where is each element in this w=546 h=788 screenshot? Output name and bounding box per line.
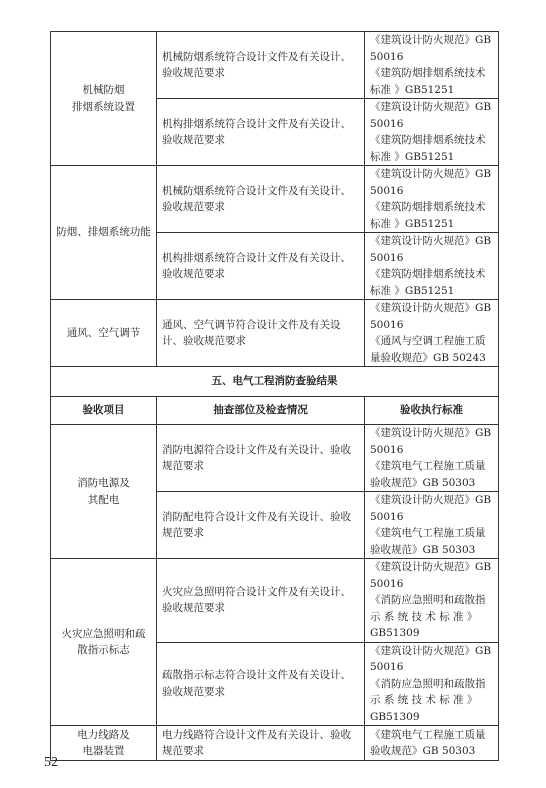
standard-text: 《消防应急照明和疏散指 — [370, 594, 486, 606]
check-cell — [157, 642, 365, 726]
check-text: 电力线路符合设计文件及有关设计、验收 — [162, 728, 351, 741]
item-text: 其配电 — [87, 493, 120, 506]
standard-text: 《建筑防烟排烟系统技术 — [370, 134, 486, 146]
item-text: 电器装置 — [82, 745, 125, 757]
standard-text: 50016 — [370, 318, 404, 331]
standard-text: 《建筑设计防火规范》GB — [370, 302, 492, 314]
standard-text: 标准 》GB51251 — [370, 284, 455, 297]
check-cell — [157, 726, 365, 761]
header-standard: 验收执行标准 — [365, 397, 499, 425]
standard-text: 验收规范》GB 50303 — [370, 543, 476, 556]
check-cell — [157, 300, 365, 367]
item-text: 电力线路及 — [77, 728, 130, 741]
check-cell — [157, 559, 365, 643]
standard-cell — [365, 425, 499, 492]
standard-cell — [365, 300, 499, 367]
standard-text: 《建筑设计防火规范》GB — [370, 101, 492, 113]
check-text: 机构排烟系统符合设计文件及有关设计、 — [162, 251, 351, 264]
standard-text: 50016 — [370, 661, 404, 673]
standard-text: 《建筑设计防火规范》GB — [370, 561, 492, 573]
header-item: 验收项目 — [51, 397, 157, 425]
item-text: 火灾应急照明和疏 — [61, 627, 146, 640]
standard-text: 验收规范》GB 50303 — [370, 476, 476, 489]
item-cell — [51, 559, 157, 726]
standard-text: 标准 》GB51251 — [370, 217, 455, 230]
standard-text: 50016 — [370, 117, 404, 130]
check-text: 规范要求 — [162, 527, 204, 539]
item-text: 散指示标志 — [77, 644, 130, 656]
standard-text: 50016 — [370, 443, 404, 456]
standard-text: 《建筑设计防火规范》GB — [370, 494, 492, 506]
acceptance-table — [50, 31, 499, 761]
item-cell — [51, 726, 157, 761]
item-cell — [51, 166, 157, 300]
standard-text: 50016 — [370, 50, 404, 63]
check-cell — [157, 425, 365, 492]
item-cell — [51, 32, 157, 166]
check-cell — [157, 233, 365, 300]
standard-text: 50016 — [370, 577, 404, 590]
standard-text: 示 系 统 技 术 标 准 》 — [370, 610, 478, 623]
standard-text: 50016 — [370, 510, 404, 523]
check-text: 消防配电符合设计文件及有关设计、验收 — [162, 510, 351, 523]
standard-text: 《建筑防烟排烟系统技术 — [370, 201, 486, 213]
standard-text: 《建筑设计防火规范》GB — [370, 168, 492, 180]
check-cell — [157, 32, 365, 99]
check-text: 验收规范要求 — [162, 268, 225, 280]
section-title: 五、电气工程消防查验结果 — [51, 367, 499, 397]
check-cell — [157, 492, 365, 559]
check-text: 机构排烟系统符合设计文件及有关设计、 — [162, 117, 351, 130]
standard-cell — [365, 32, 499, 99]
standard-text: 《建筑设计防火规范》GB — [370, 427, 492, 439]
item-text: 机械防烟 — [82, 84, 125, 96]
standard-text: GB51309 — [370, 627, 420, 639]
check-text: 机械防烟系统符合设计文件及有关设计、 — [162, 184, 351, 197]
standard-text: 示 系 统 技 术 标 准 》 — [370, 694, 478, 706]
item-text: 通风、空气调节 — [66, 326, 141, 339]
check-text: 验收规范要求 — [162, 201, 225, 213]
standard-text: 标准 》GB51251 — [370, 83, 455, 96]
check-text: 消防电源符合设计文件及有关设计、验收 — [162, 443, 351, 456]
check-text: 验收规范要求 — [162, 602, 225, 615]
standard-text: 量验收规范》GB 50243 — [370, 351, 486, 364]
check-text: 火灾应急照明符合设计文件及有关设计、 — [162, 585, 351, 598]
check-text: 规范要求 — [162, 745, 204, 757]
standard-text: 标准 》GB51251 — [370, 150, 455, 163]
check-cell — [157, 99, 365, 166]
standard-cell — [365, 492, 499, 559]
standard-cell — [365, 233, 499, 300]
standard-text: GB51309 — [370, 710, 420, 723]
standard-text: 《建筑电气工程施工质量 — [370, 728, 486, 741]
item-text: 消防电源及 — [77, 477, 130, 489]
check-text: 验收规范要求 — [162, 685, 225, 698]
check-text: 验收规范要求 — [162, 67, 225, 79]
standard-cell — [365, 99, 499, 166]
check-cell — [157, 166, 365, 233]
standard-text: 《通风与空调工程施工质 — [370, 335, 486, 347]
item-text: 排烟系统设置 — [72, 100, 135, 113]
header-check: 抽查部位及检查情况 — [157, 397, 365, 425]
standard-cell — [365, 559, 499, 643]
check-text: 机械防烟系统符合设计文件及有关设计、 — [162, 50, 351, 63]
item-cell — [51, 425, 157, 559]
check-text: 规范要求 — [162, 460, 204, 472]
standard-text: 验收规范》GB 50303 — [370, 745, 476, 757]
standard-text: 《建筑防烟排烟系统技术 — [370, 67, 486, 79]
standard-text: 《建筑设计防火规范》GB — [370, 235, 492, 247]
check-text: 计、验收规范要求 — [162, 335, 246, 347]
standard-text: 50016 — [370, 184, 404, 197]
page-number: 52 — [44, 755, 58, 770]
standard-cell — [365, 642, 499, 726]
item-cell — [51, 300, 157, 367]
item-text: 防烟、排烟系统功能 — [56, 226, 151, 239]
standard-text: 50016 — [370, 251, 404, 264]
check-text: 通风、空气调节符合设计文件及有关设 — [162, 318, 341, 331]
standard-cell — [365, 166, 499, 233]
check-text: 疏散指示标志符合设计文件及有关设计、 — [162, 669, 351, 682]
standard-text: 《建筑电气工程施工质量 — [370, 527, 486, 539]
check-text: 验收规范要求 — [162, 134, 225, 146]
standard-cell — [365, 726, 499, 761]
standard-text: 《建筑电气工程施工质量 — [370, 460, 486, 472]
standard-text: 《建筑防烟排烟系统技术 — [370, 268, 486, 280]
standard-text: 《消防应急照明和疏散指 — [370, 677, 486, 690]
standard-text: 《建筑设计防火规范》GB — [370, 644, 492, 657]
standard-text: 《建筑设计防火规范》GB — [370, 34, 492, 46]
